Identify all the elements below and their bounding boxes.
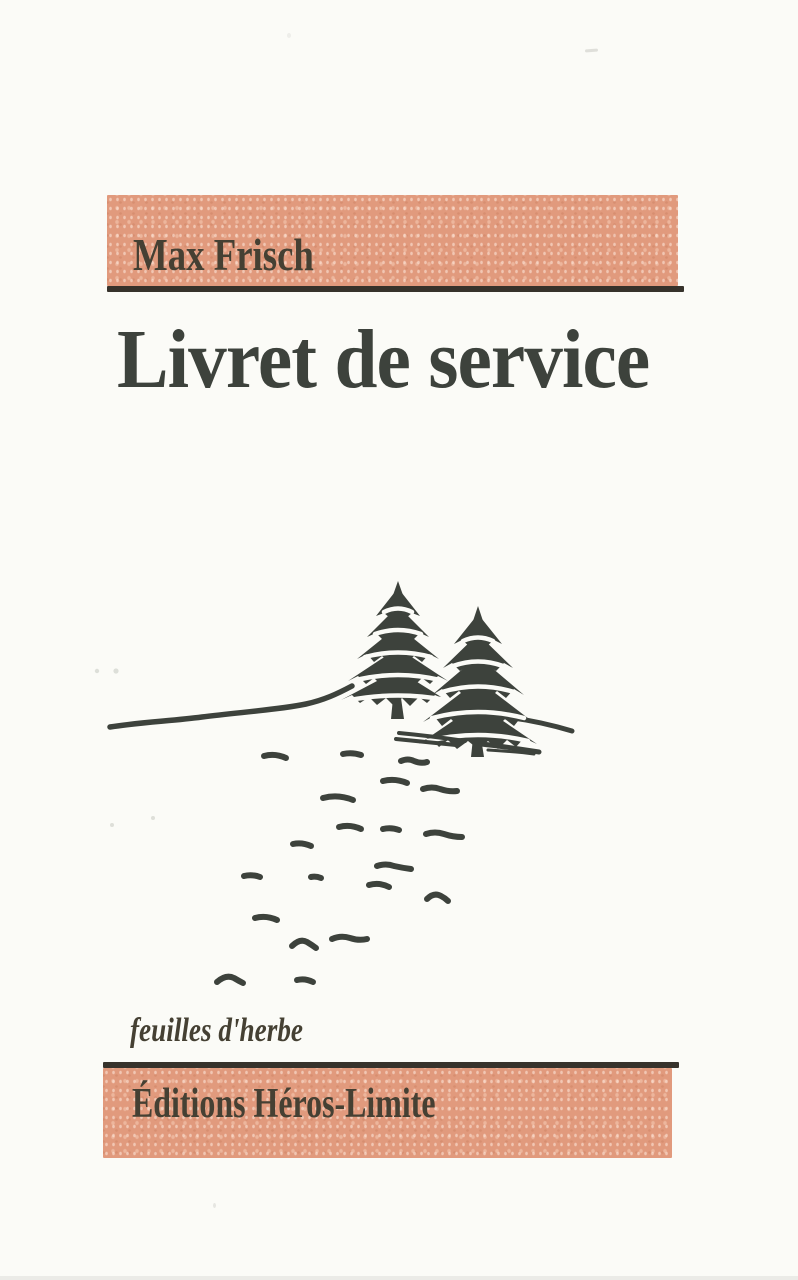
author-banner — [107, 195, 678, 286]
pine-tree-left — [341, 581, 448, 719]
snow-track-dashes — [217, 753, 462, 983]
pine-trees-illustration — [85, 560, 725, 1000]
scan-speck — [287, 33, 291, 38]
scan-dash-artifact — [585, 49, 598, 53]
scan-edge-line — [0, 1276, 798, 1280]
author-name: Max Frisch — [133, 229, 314, 280]
publisher-banner — [103, 1068, 672, 1158]
collection-name: feuilles d'herbe — [130, 1012, 304, 1049]
top-rule — [107, 286, 684, 292]
scan-speck — [213, 1203, 216, 1208]
book-title: Livret de service — [117, 313, 650, 406]
paper-specks — [95, 668, 155, 827]
publisher-name: Éditions Héros-Limite — [132, 1081, 436, 1127]
